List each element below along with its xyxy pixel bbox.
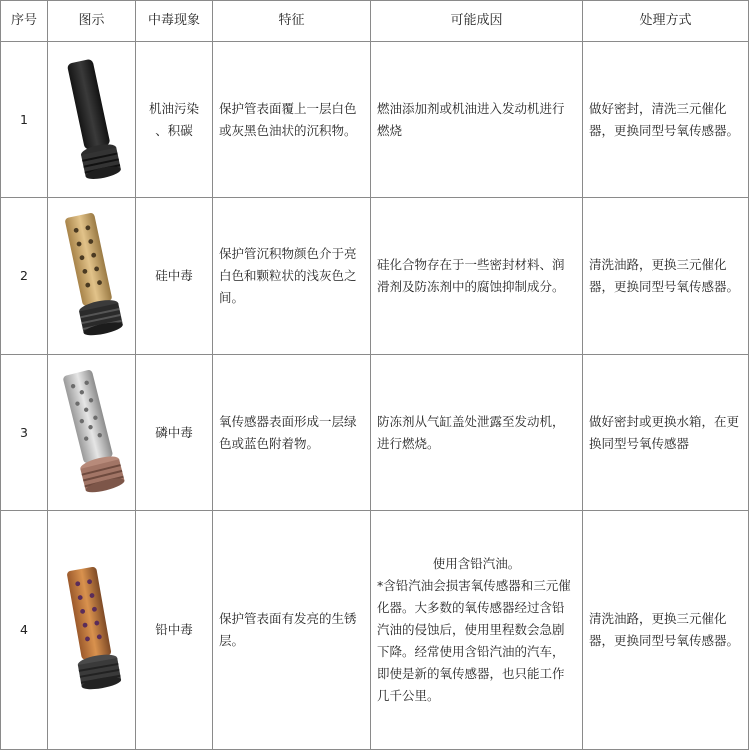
header-num: 序号 (1, 1, 48, 42)
sensor-image-cell (48, 511, 136, 750)
header-row (1, 1, 749, 42)
table-row (1, 198, 749, 355)
row-number: 4 (1, 511, 48, 750)
cause-text: 燃油添加剂或机油进入发动机进行燃烧 (371, 42, 583, 198)
table-row (1, 42, 749, 198)
cause-text: 使用含铅汽油。 (432, 556, 521, 571)
row-number: 2 (1, 198, 48, 355)
phenomenon: 磷中毒 (136, 355, 213, 511)
phenomenon: 机油污染 、积碳 (136, 42, 213, 198)
phenomenon: 铅中毒 (136, 511, 213, 750)
sensor-image-cell (48, 42, 136, 198)
header-phenomenon: 中毒现象 (136, 1, 213, 42)
cause-text: 硅化合物存在于一些密封材料、润滑剂及防冻剂中的腐蚀抑制成分。 (371, 198, 583, 355)
sensor-image-cell (48, 355, 136, 511)
feature-text: 保护管表面有发亮的生锈层。 (213, 511, 371, 750)
feature-text: 保护管表面覆上一层白色或灰黑色油状的沉积物。 (213, 42, 371, 198)
header-cause: 可能成因 (371, 1, 583, 42)
oxygen-sensor-lead-poisoning-icon (57, 560, 127, 700)
sensor-image-cell (48, 198, 136, 355)
treatment-text: 做好密封，清洗三元催化器，更换同型号氧传感器。 (583, 42, 749, 198)
table-row (1, 511, 749, 750)
treatment-text: 清洗油路，更换三元催化器，更换同型号氧传感器。 (583, 511, 749, 750)
oxygen-sensor-silicon-poisoning-icon (57, 206, 127, 346)
phenomenon: 硅中毒 (136, 198, 213, 355)
treatment-text: 做好密封或更换水箱，在更换同型号氧传感器 (583, 355, 749, 511)
header-treatment: 处理方式 (583, 1, 749, 42)
cause-text: 防冻剂从气缸盖处泄露至发动机，进行燃烧。 (371, 355, 583, 511)
table-row (1, 355, 749, 511)
row-number: 1 (1, 42, 48, 198)
cause-cell (371, 511, 583, 750)
cause-note-text: *含铅汽油会损害氧传感器和三元催化器。大多数的氧传感器经过含铅汽油的侵蚀后，使用里程数会急剧下降。经常使用含铅汽油的汽车，即使是新的氧传感器，也只能工作几千公里。 (377, 578, 571, 703)
feature-text: 保护管沉积物颜色介于亮白色和颗粒状的浅灰色之间。 (213, 198, 371, 355)
oxygen-sensor-phosphorus-poisoning-icon (57, 363, 127, 503)
row-number: 3 (1, 355, 48, 511)
treatment-text: 清洗油路，更换三元催化器，更换同型号氧传感器。 (583, 198, 749, 355)
header-image: 图示 (48, 1, 136, 42)
header-feature: 特征 (213, 1, 371, 42)
feature-text: 氧传感器表面形成一层绿色或蓝色附着物。 (213, 355, 371, 511)
oxygen-sensor-carbon-deposit-icon (57, 50, 127, 190)
